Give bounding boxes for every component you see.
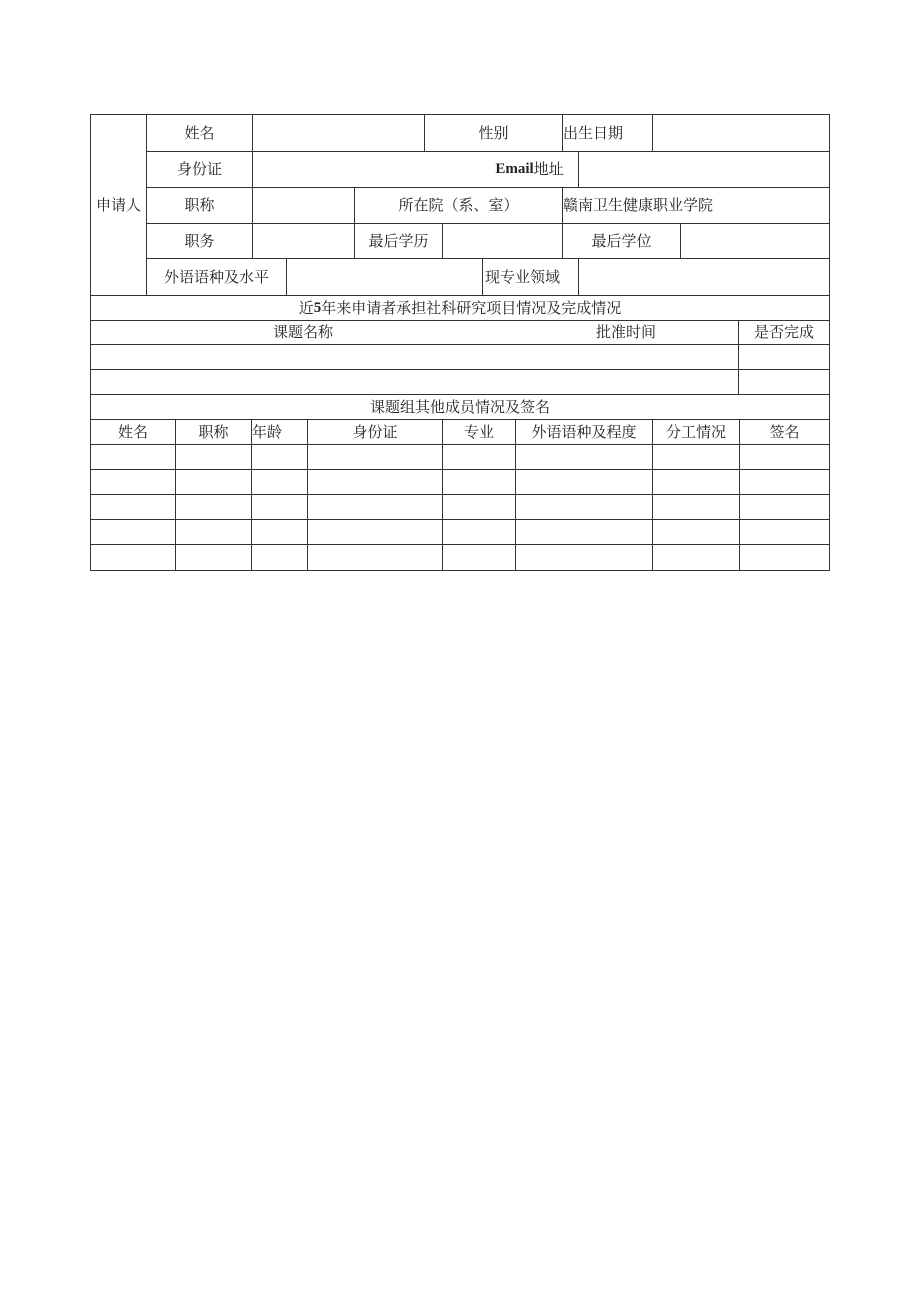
member-row-2-language[interactable]: [516, 470, 653, 495]
member-row-1-division[interactable]: [653, 445, 740, 470]
member-row-5-name[interactable]: [91, 545, 176, 570]
field-field[interactable]: [579, 259, 829, 296]
member-row-4-signature[interactable]: [740, 520, 829, 545]
member-row-3-signature[interactable]: [740, 495, 829, 520]
member-row-3-title[interactable]: [176, 495, 252, 520]
project-row-2-done[interactable]: [739, 370, 829, 395]
projects-title-prefix: 近: [298, 298, 314, 317]
member-col-division: [653, 420, 740, 445]
gender-label-text: 性别: [478, 123, 509, 142]
member-row-5-age[interactable]: [252, 545, 308, 570]
member-col-title: [176, 420, 252, 445]
degree-label-text: 最后学位: [591, 231, 652, 250]
col-completed-text: 是否完成: [753, 323, 814, 341]
id-label-text: 身份证: [176, 160, 222, 178]
member-row-5-signature[interactable]: [740, 545, 829, 570]
member-row-1-age[interactable]: [252, 445, 308, 470]
member-row-4-name[interactable]: [91, 520, 176, 545]
member-row-1-id[interactable]: [308, 445, 443, 470]
member-col-name: [91, 420, 176, 445]
field-label: [483, 259, 579, 296]
member-row-5-id[interactable]: [308, 545, 443, 570]
member-col-division-text: 分工情况: [665, 422, 726, 441]
education-label: [355, 224, 443, 259]
member-row-3-name[interactable]: [91, 495, 176, 520]
projects-title-suffix: 年来申请者承担社科研究项目情况及完成情况: [321, 298, 622, 317]
member-col-signature: [740, 420, 829, 445]
col-project-name: 课题名称: [273, 323, 334, 341]
member-col-title-text: 职称: [198, 422, 229, 441]
col-approval-time: 批准时间: [596, 323, 657, 341]
applicant-section-label-text: 申请人: [95, 195, 141, 214]
applicant-section-label: [91, 115, 147, 296]
title-label: [147, 188, 253, 224]
member-col-signature-text: 签名: [769, 422, 800, 441]
member-row-2-name[interactable]: [91, 470, 176, 495]
degree-label: [563, 224, 681, 259]
member-row-2-age[interactable]: [252, 470, 308, 495]
project-row-2-name[interactable]: [91, 370, 739, 395]
member-col-major: [443, 420, 516, 445]
member-col-language: [516, 420, 653, 445]
projects-title-number: 5: [313, 299, 322, 316]
member-row-1-major[interactable]: [443, 445, 516, 470]
member-col-age-text: 年龄: [252, 422, 283, 441]
member-row-5-title[interactable]: [176, 545, 252, 570]
degree-field[interactable]: [681, 224, 829, 259]
dept-value[interactable]: [563, 188, 829, 224]
email-field[interactable]: [579, 152, 829, 188]
members-section-title: [91, 395, 829, 420]
birth-label-text: 出生日期: [563, 123, 624, 142]
email-label-en: Email: [495, 161, 534, 177]
title-label-text: 职称: [184, 196, 215, 214]
member-row-1-signature[interactable]: [740, 445, 829, 470]
member-row-3-age[interactable]: [252, 495, 308, 520]
member-row-5-language[interactable]: [516, 545, 653, 570]
member-row-4-major[interactable]: [443, 520, 516, 545]
member-col-name-text: 姓名: [117, 422, 148, 441]
email-label-cn: 地址: [533, 160, 564, 178]
education-label-text: 最后学历: [368, 231, 429, 250]
member-row-2-signature[interactable]: [740, 470, 829, 495]
form-table: [90, 114, 830, 571]
member-row-5-division[interactable]: [653, 545, 740, 570]
member-col-id-text: 身份证: [352, 422, 398, 441]
dept-label-text: 所在院（系、室）: [398, 196, 519, 214]
member-row-3-major[interactable]: [443, 495, 516, 520]
member-col-id: [308, 420, 443, 445]
col-completed: [739, 321, 829, 345]
member-col-language-text: 外语语种及程度: [531, 422, 637, 441]
member-row-3-language[interactable]: [516, 495, 653, 520]
member-row-1-title[interactable]: [176, 445, 252, 470]
member-row-4-id[interactable]: [308, 520, 443, 545]
member-row-2-title[interactable]: [176, 470, 252, 495]
member-row-2-id[interactable]: [308, 470, 443, 495]
member-row-4-age[interactable]: [252, 520, 308, 545]
language-label-text: 外语语种及水平: [163, 267, 269, 286]
projects-header-divider: [91, 321, 739, 345]
birth-label: [563, 115, 653, 152]
member-row-3-id[interactable]: [308, 495, 443, 520]
title-field[interactable]: [253, 188, 355, 224]
member-row-1-name[interactable]: [91, 445, 176, 470]
project-row-1-name[interactable]: [91, 345, 739, 370]
member-row-5-major[interactable]: [443, 545, 516, 570]
field-label-text: 现专业领域: [485, 267, 561, 286]
projects-section-title: [91, 296, 829, 321]
name-field[interactable]: [253, 115, 425, 152]
member-row-4-title[interactable]: [176, 520, 252, 545]
project-row-1-done[interactable]: [739, 345, 829, 370]
members-title-text: 课题组其他成员情况及签名: [369, 397, 550, 416]
language-field[interactable]: [287, 259, 483, 296]
id-label: [147, 152, 253, 188]
name-label: [147, 115, 253, 152]
member-row-3-division[interactable]: [653, 495, 740, 520]
dept-label: [355, 188, 563, 224]
position-field[interactable]: [253, 224, 355, 259]
member-col-age: [252, 420, 308, 445]
member-col-major-text: 专业: [463, 422, 494, 441]
name-label-text: 姓名: [184, 123, 215, 142]
position-label-text: 职务: [184, 231, 215, 250]
member-row-4-division[interactable]: [653, 520, 740, 545]
language-label: [147, 259, 287, 296]
member-row-1-language[interactable]: [516, 445, 653, 470]
position-label: [147, 224, 253, 259]
dept-value-text: 赣南卫生健康职业学院: [563, 196, 714, 214]
email-label: [481, 152, 579, 188]
gender-label: [425, 115, 563, 152]
member-row-4-language[interactable]: [516, 520, 653, 545]
birth-field[interactable]: [653, 115, 829, 152]
member-row-2-division[interactable]: [653, 470, 740, 495]
education-field[interactable]: [443, 224, 563, 259]
member-row-2-major[interactable]: [443, 470, 516, 495]
